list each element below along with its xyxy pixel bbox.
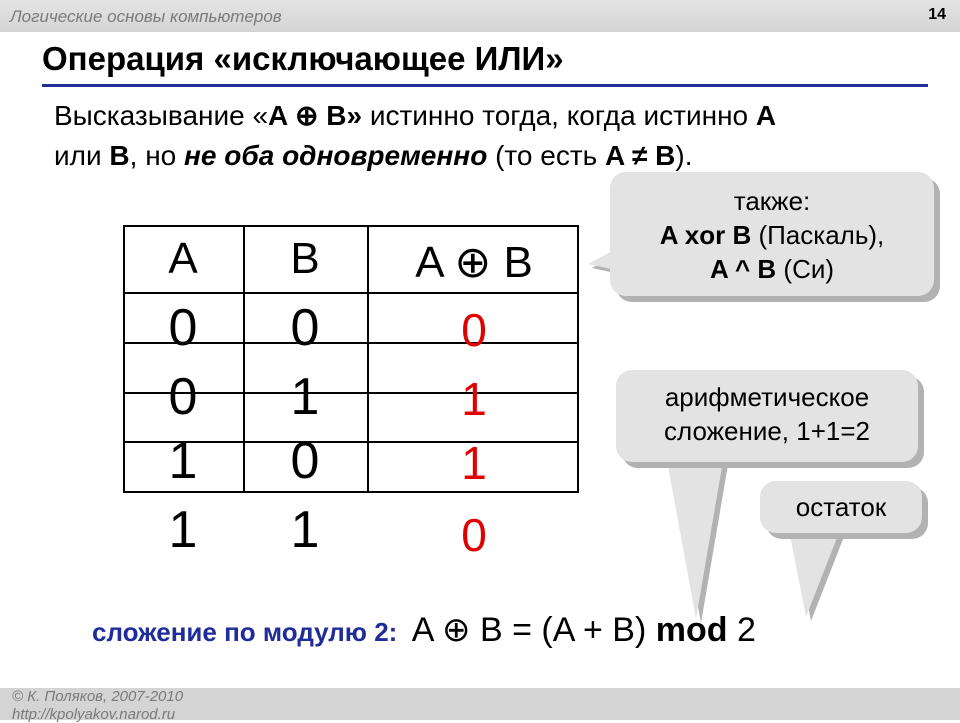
table-border [243,225,245,493]
table-border [123,225,125,493]
cell-result: 0 [461,304,487,356]
header-a-xor-b: A ⊕ B [415,238,533,287]
callout-also [610,172,934,296]
callout-remainder [760,481,922,533]
footer-url: http://kpolyakov.narod.ru [12,706,176,723]
callout-tail [780,525,860,625]
label-pascal: (Паскаль), [751,220,885,250]
label-c: (Си) [776,254,835,284]
formula-expression [412,611,756,649]
text-fragment: (то есть [487,140,606,171]
cell-b: 1 [290,501,320,559]
slide-title: Операция «исключающее ИЛИ» [42,40,564,77]
emphasis-not-both: не оба одновременно [184,140,488,171]
footer-copyright: © К. Поляков, 2007-2010 [12,688,184,705]
formula-label: сложение по модулю 2: [92,617,398,647]
expression-a-ne-b: A ≠ B [605,140,676,171]
header-b: B [290,234,320,283]
cell-a: 0 [168,368,198,426]
callout-arith [616,370,918,462]
cell-b: 0 [290,299,320,357]
text-fragment: истинно тогда, когда истинно [362,100,756,131]
expression-a-xor-b: A ⊕ B» [268,100,363,131]
cell-a: 1 [168,432,198,490]
callout-also-line2 [610,218,934,252]
callout-arith-line1: арифметическое [664,382,870,412]
code-c: A ^ B [709,254,777,284]
page-number: 14 [928,6,946,23]
callout-also-line3 [610,252,934,286]
cell-b: 0 [290,432,320,490]
table-border [123,225,579,227]
text-fragment: , но [129,140,185,171]
cell-result: 0 [461,509,487,561]
formula-mod-keyword: mod [655,611,728,649]
callout-arith-line2: сложение, 1+1=2 [663,416,871,446]
callout-remainder-text: остаток [795,492,887,522]
cell-a: 1 [168,501,198,559]
definition-text [54,96,934,176]
formula-expr-part: A ⊕ B = (A + B) [411,611,656,649]
mod2-formula [92,610,756,650]
code-pascal: A xor B [659,220,752,250]
text-fragment: или [54,140,110,171]
variable-b: B [109,140,130,171]
top-bar [0,0,960,32]
header-a: A [168,234,198,283]
text-fragment: ). [675,140,693,171]
cell-b: 1 [290,368,320,426]
cell-a: 0 [168,299,198,357]
cell-result: 1 [461,437,487,489]
definition-line-2 [54,136,934,176]
callout-also-line1: также: [733,186,811,216]
footer-bar [0,688,960,723]
title-underline [42,84,928,87]
cell-result: 1 [461,373,487,425]
formula-expr-part: 2 [727,611,756,649]
variable-a: A [755,100,777,131]
text-fragment: Высказывание « [54,100,269,131]
course-title: Логические основы компьютеров [10,7,282,26]
definition-line-1 [54,96,934,136]
callout-tail [660,455,740,625]
